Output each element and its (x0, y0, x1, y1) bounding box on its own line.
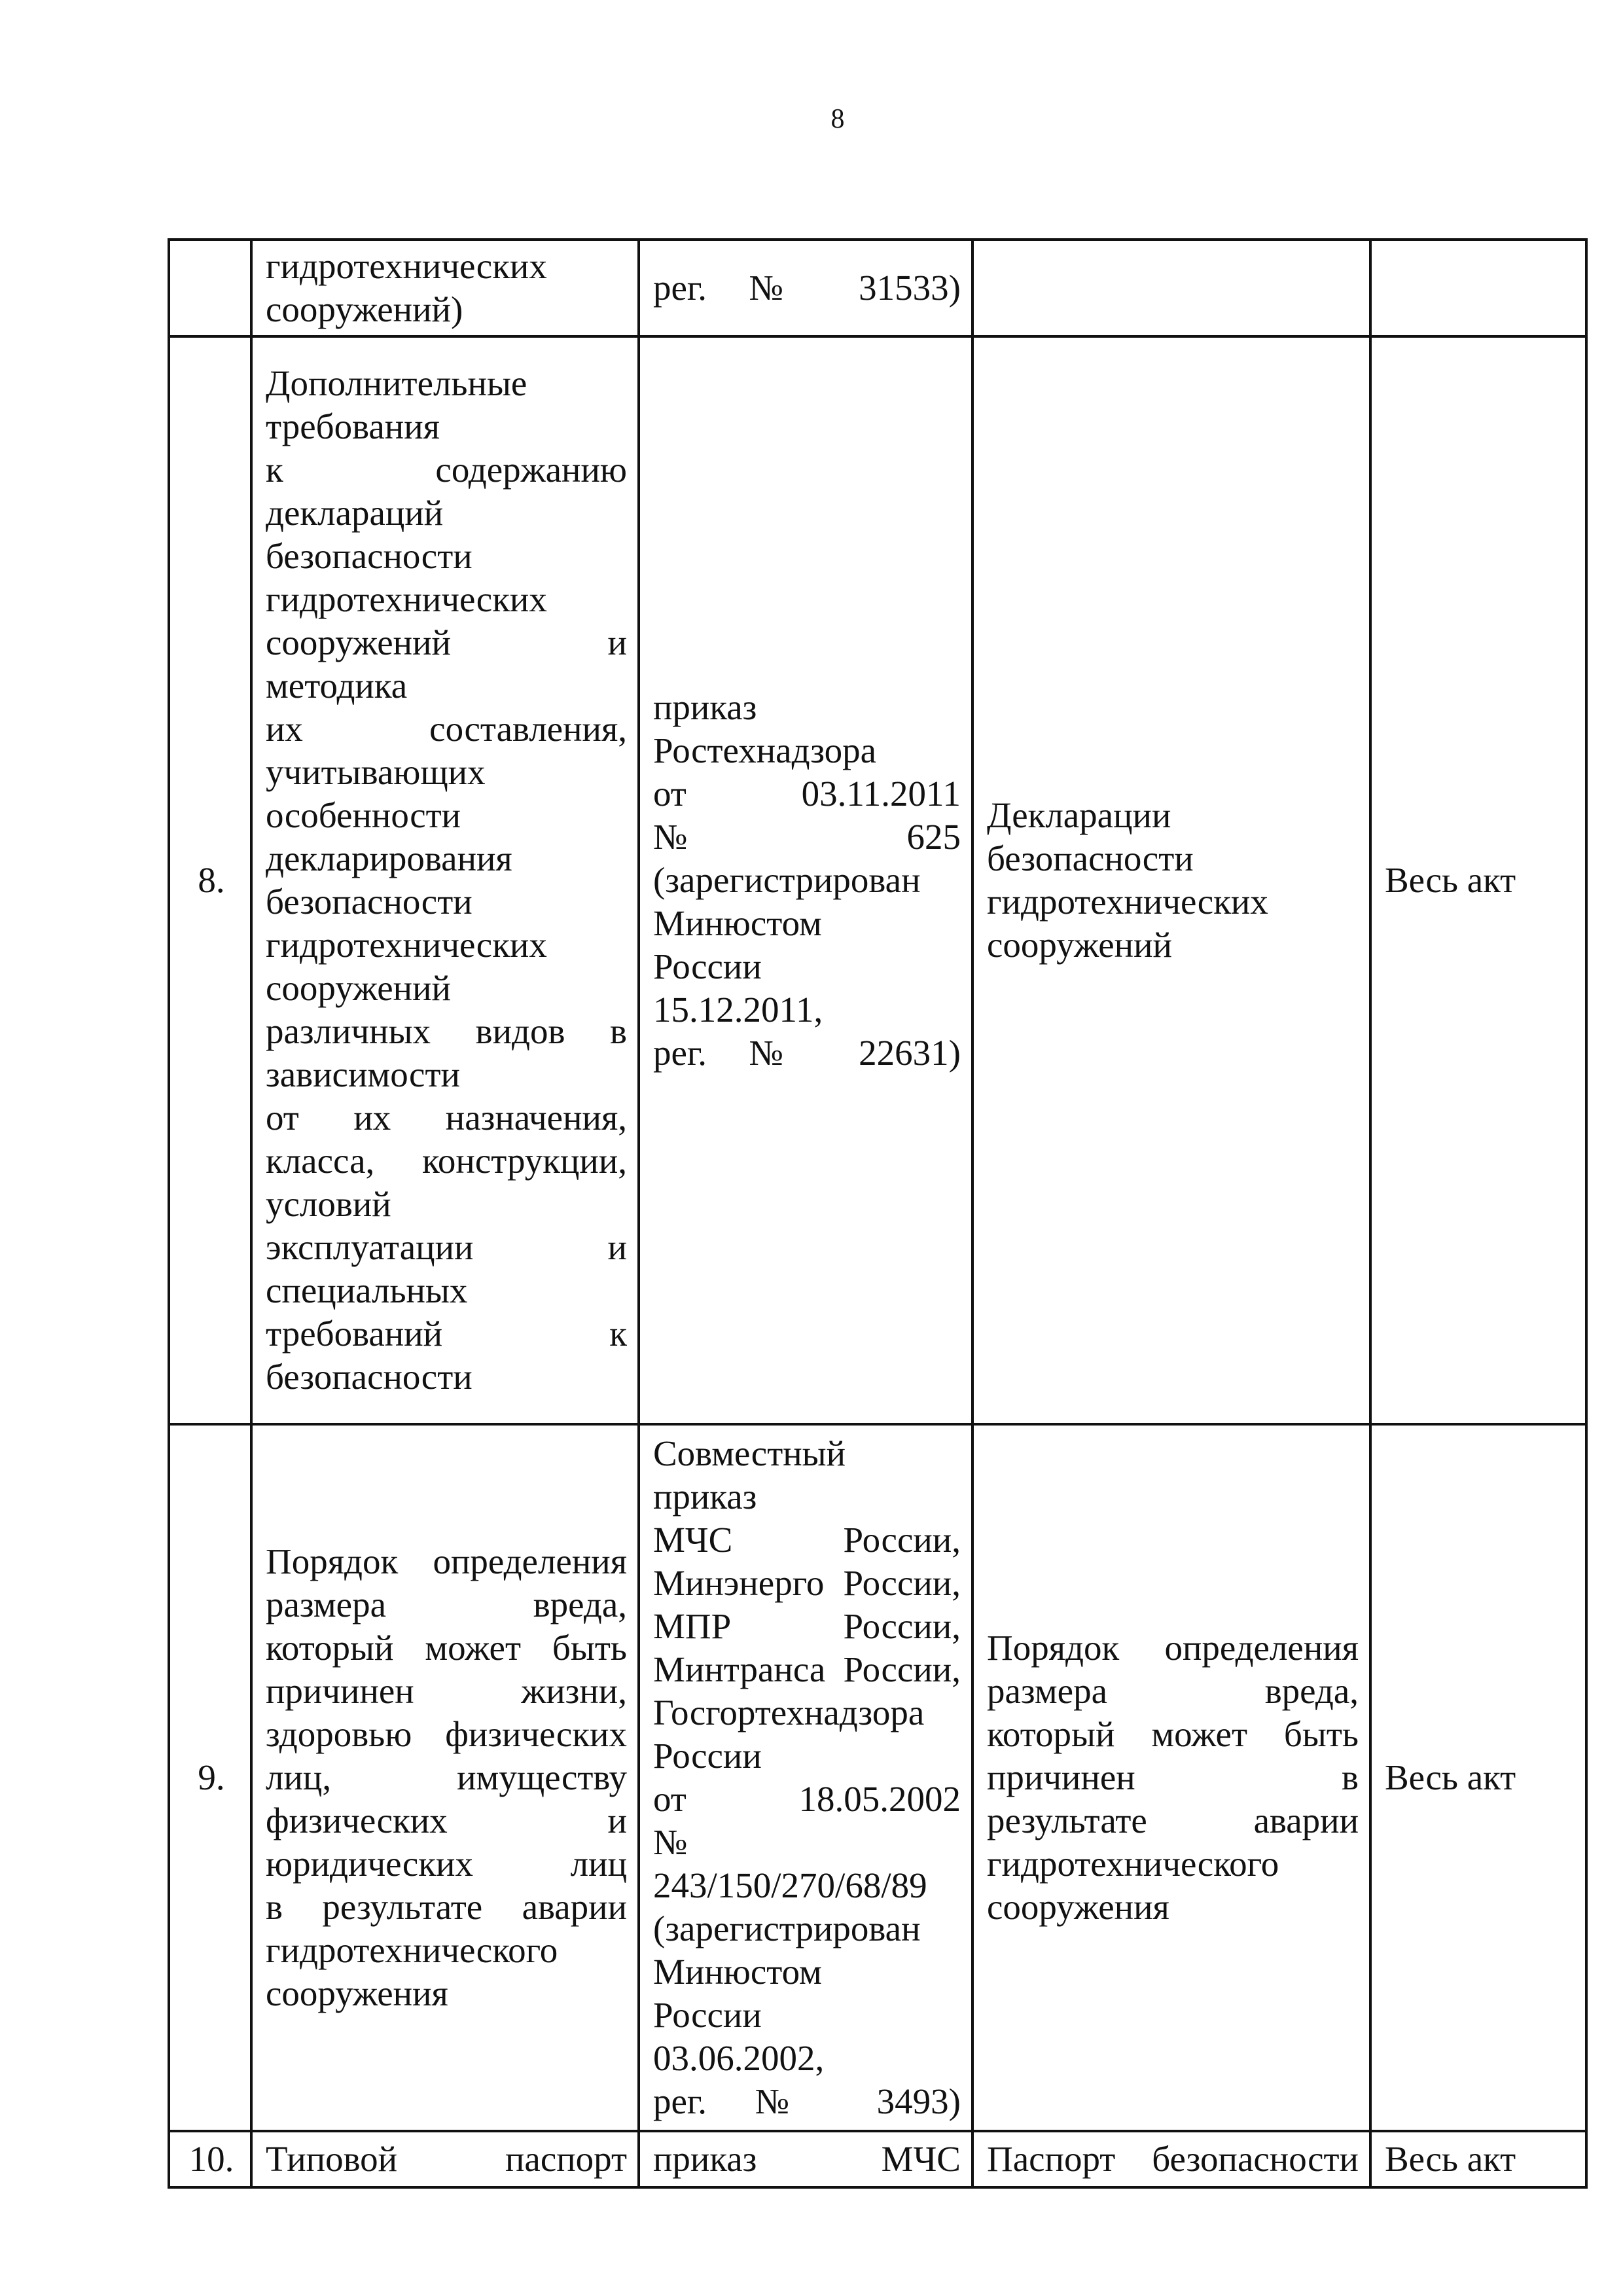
act-title-line: условий (266, 1184, 391, 1224)
act-title-line: безопасности (266, 1357, 473, 1397)
act-details-line: Ростехнадзора (653, 730, 877, 770)
act-details-line: Минюстом (653, 1952, 822, 1992)
act-title-line: требования (266, 406, 440, 446)
act-title-cell (251, 336, 639, 1424)
act-details-line: 03.06.2002, (653, 2038, 825, 2078)
act-title-line: специальных (266, 1270, 468, 1310)
act-title-line: Типовой паспорт (266, 2139, 627, 2179)
act-title-line: гидротехнических (266, 246, 547, 286)
act-details-line: (зарегистрирован (653, 860, 921, 900)
regulated-object-line: сооружений (987, 925, 1172, 965)
regulated-object-line: размера вреда, (987, 1671, 1359, 1711)
act-details-line: 243/150/270/68/89 (653, 1865, 927, 1905)
act-details-line: МЧС России, (653, 1520, 961, 1560)
act-details-line: Минтранса России, (653, 1649, 961, 1689)
act-details-line: России (653, 1995, 762, 2035)
act-title-cell (251, 2131, 639, 2187)
act-title-line: Порядок определения (266, 1541, 627, 1581)
scope-cell: Весь акт (1370, 2131, 1586, 2187)
act-title-line: различных видов в (266, 1011, 627, 1051)
act-title-line: методика (266, 666, 408, 706)
act-details-line: № (653, 1822, 688, 1862)
regulated-object-line: Декларации (987, 795, 1171, 835)
act-details-line: № 625 (653, 817, 961, 857)
act-details-line: Госгортехнадзора (653, 1693, 925, 1732)
act-details-line: МПР России, (653, 1606, 961, 1646)
act-title-line: здоровью физических (266, 1714, 627, 1754)
act-details-line: рег. № 3493) (653, 2081, 961, 2121)
act-details-cell (639, 336, 972, 1424)
act-title-line: Дополнительные (266, 363, 527, 403)
table-row (169, 1424, 1586, 2131)
act-details-line: Минюстом (653, 903, 822, 943)
regulated-object-cell (972, 240, 1370, 336)
act-details-line: от 18.05.2002 (653, 1779, 961, 1819)
act-title-line: зависимости (266, 1054, 460, 1094)
act-title-line: в результате аварии (266, 1887, 627, 1927)
act-details-line: приказ МЧС (653, 2139, 961, 2179)
act-details-line: приказ (653, 1477, 757, 1516)
scope-cell: Весь акт (1370, 336, 1586, 1424)
table-row (169, 2131, 1586, 2187)
regulated-object-line: гидротехнических (987, 882, 1268, 922)
regulations-table (168, 238, 1588, 2189)
act-title-line: от их назначения, (266, 1098, 627, 1138)
row-number: 8. (169, 336, 251, 1424)
regulated-object-line: гидротехнического (987, 1844, 1279, 1884)
act-details-line: рег. № 22631) (653, 1033, 961, 1073)
act-title-line: особенности (266, 795, 461, 835)
regulated-object-line: сооружения (987, 1887, 1169, 1927)
act-details-line: России (653, 1736, 762, 1776)
scope-cell (1370, 240, 1586, 336)
act-details-line: России (653, 946, 762, 986)
act-details-cell (639, 2131, 972, 2187)
row-number (169, 240, 251, 336)
act-title-line: сооружений) (266, 289, 463, 329)
act-details-line: от 03.11.2011 (653, 774, 961, 814)
regulated-object-line: результате аварии (987, 1801, 1359, 1840)
act-title-line: сооружений (266, 968, 451, 1008)
act-title-line: требований к (266, 1314, 627, 1354)
act-details-line: приказ (653, 687, 757, 727)
act-title-line: лиц, имуществу (266, 1757, 627, 1797)
regulated-object-line: причинен в (987, 1757, 1359, 1797)
regulated-object-line: который может быть (987, 1714, 1359, 1754)
row-number: 10. (169, 2131, 251, 2187)
table-row (169, 240, 1586, 336)
act-title-line: класса, конструкции, (266, 1141, 627, 1181)
act-title-line: деклараций (266, 493, 444, 533)
act-title-line: гидротехнического (266, 1930, 558, 1970)
act-title-line: их составления, (266, 709, 627, 749)
act-title-line: сооружений и (266, 622, 627, 662)
act-details-line: 15.12.2011, (653, 990, 823, 1030)
act-title-line: эксплуатации и (266, 1227, 627, 1267)
act-details-line: Минэнерго России, (653, 1563, 961, 1603)
act-details-cell (639, 1424, 972, 2131)
act-title-line: который может быть (266, 1628, 627, 1668)
regulated-object-line: Паспорт безопасности (987, 2139, 1359, 2179)
act-title-line: к содержанию (266, 450, 627, 490)
act-details-line: Совместный (653, 1433, 846, 1473)
regulated-object-cell (972, 2131, 1370, 2187)
act-title-line: сооружения (266, 1973, 448, 2013)
act-title-cell (251, 1424, 639, 2131)
act-title-cell (251, 240, 639, 336)
act-title-line: гидротехнических (266, 579, 547, 619)
act-title-line: размера вреда, (266, 1585, 627, 1624)
act-title-line: физических и (266, 1801, 627, 1840)
act-details-cell (639, 240, 972, 336)
table-row (169, 336, 1586, 1424)
regulated-object-line: безопасности (987, 838, 1194, 878)
act-title-line: причинен жизни, (266, 1671, 627, 1711)
page-number: 8 (830, 104, 845, 134)
regulated-object-line: Порядок определения (987, 1628, 1359, 1668)
act-title-line: юридических лиц (266, 1844, 627, 1884)
act-title-line: гидротехнических (266, 925, 547, 965)
act-title-line: учитывающих (266, 752, 486, 792)
act-details-line: рег. № 31533) (653, 268, 961, 308)
act-title-line: декларирования (266, 838, 512, 878)
act-title-line: безопасности (266, 882, 473, 922)
scope-cell: Весь акт (1370, 1424, 1586, 2131)
regulated-object-cell (972, 336, 1370, 1424)
act-details-line: (зарегистрирован (653, 1909, 921, 1948)
act-title-line: безопасности (266, 536, 473, 576)
regulated-object-cell (972, 1424, 1370, 2131)
row-number: 9. (169, 1424, 251, 2131)
